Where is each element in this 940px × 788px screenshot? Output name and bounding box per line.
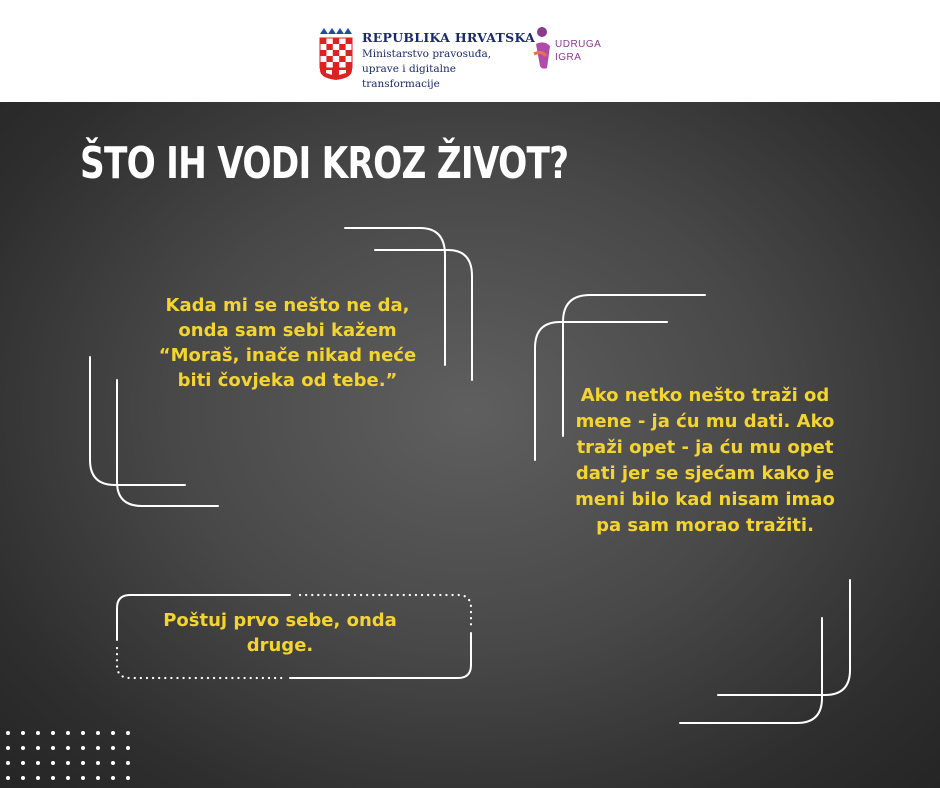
- decor-dot: [66, 776, 70, 780]
- decor-dot: [21, 746, 25, 750]
- page-title: ŠTO IH VODI KROZ ŽIVOT?: [80, 138, 569, 189]
- decor-dot: [66, 746, 70, 750]
- quote-1: Kada mi se nešto ne da, onda sam sebi kažem “Moraš, inače nikad neće biti čovjeka od tebe.”: [158, 295, 417, 391]
- decor-dot: [81, 731, 85, 735]
- decor-dot: [96, 731, 100, 735]
- decor-dot: [96, 761, 100, 765]
- decor-dot: [6, 731, 10, 735]
- decor-dot: [6, 746, 10, 750]
- decor-dot: [21, 776, 25, 780]
- decor-dot: [111, 731, 115, 735]
- decor-dot: [36, 731, 40, 735]
- gov-name: REPUBLIKA HRVATSKA: [362, 30, 536, 45]
- decor-dot: [36, 761, 40, 765]
- decor-dot: [96, 746, 100, 750]
- decor-dot: [6, 776, 10, 780]
- decor-dot: [36, 776, 40, 780]
- quote-2: Ako netko nešto traži od mene - ja ću mu dati. Ako traži opet - ja ću mu opet dati jer se sjećam kako je meni bilo kad nisam imao pa sam morao tražiti.: [575, 385, 835, 536]
- decor-dot: [36, 746, 40, 750]
- decor-dot: [111, 746, 115, 750]
- decor-dot: [126, 761, 130, 765]
- decor-dot: [51, 746, 55, 750]
- gov-ministry: Ministarstvo pravosuđa, uprave i digitalne transformacije: [362, 48, 492, 90]
- decor-dot: [51, 731, 55, 735]
- decor-dot: [51, 776, 55, 780]
- decor-dot: [51, 761, 55, 765]
- decor-dot: [81, 761, 85, 765]
- decor-dot: [111, 776, 115, 780]
- partner-line-2: IGRA: [555, 52, 582, 63]
- decor-dot: [81, 776, 85, 780]
- quote-3: Poštuj prvo sebe, onda druge.: [163, 610, 397, 656]
- decor-dot: [66, 761, 70, 765]
- frame-line: [718, 580, 850, 695]
- decor-dot: [21, 761, 25, 765]
- frame-line: [117, 380, 218, 506]
- dot-grid: [6, 731, 130, 780]
- decor-dot: [6, 761, 10, 765]
- decor-dot: [111, 761, 115, 765]
- decor-dot: [66, 731, 70, 735]
- decor-dot: [96, 776, 100, 780]
- decor-dot: [126, 776, 130, 780]
- decor-dot: [21, 731, 25, 735]
- decor-dot: [126, 731, 130, 735]
- decor-dot: [81, 746, 85, 750]
- decor-dot: [126, 746, 130, 750]
- frame-line: [680, 618, 822, 723]
- partner-line-1: UDRUGA: [555, 39, 602, 50]
